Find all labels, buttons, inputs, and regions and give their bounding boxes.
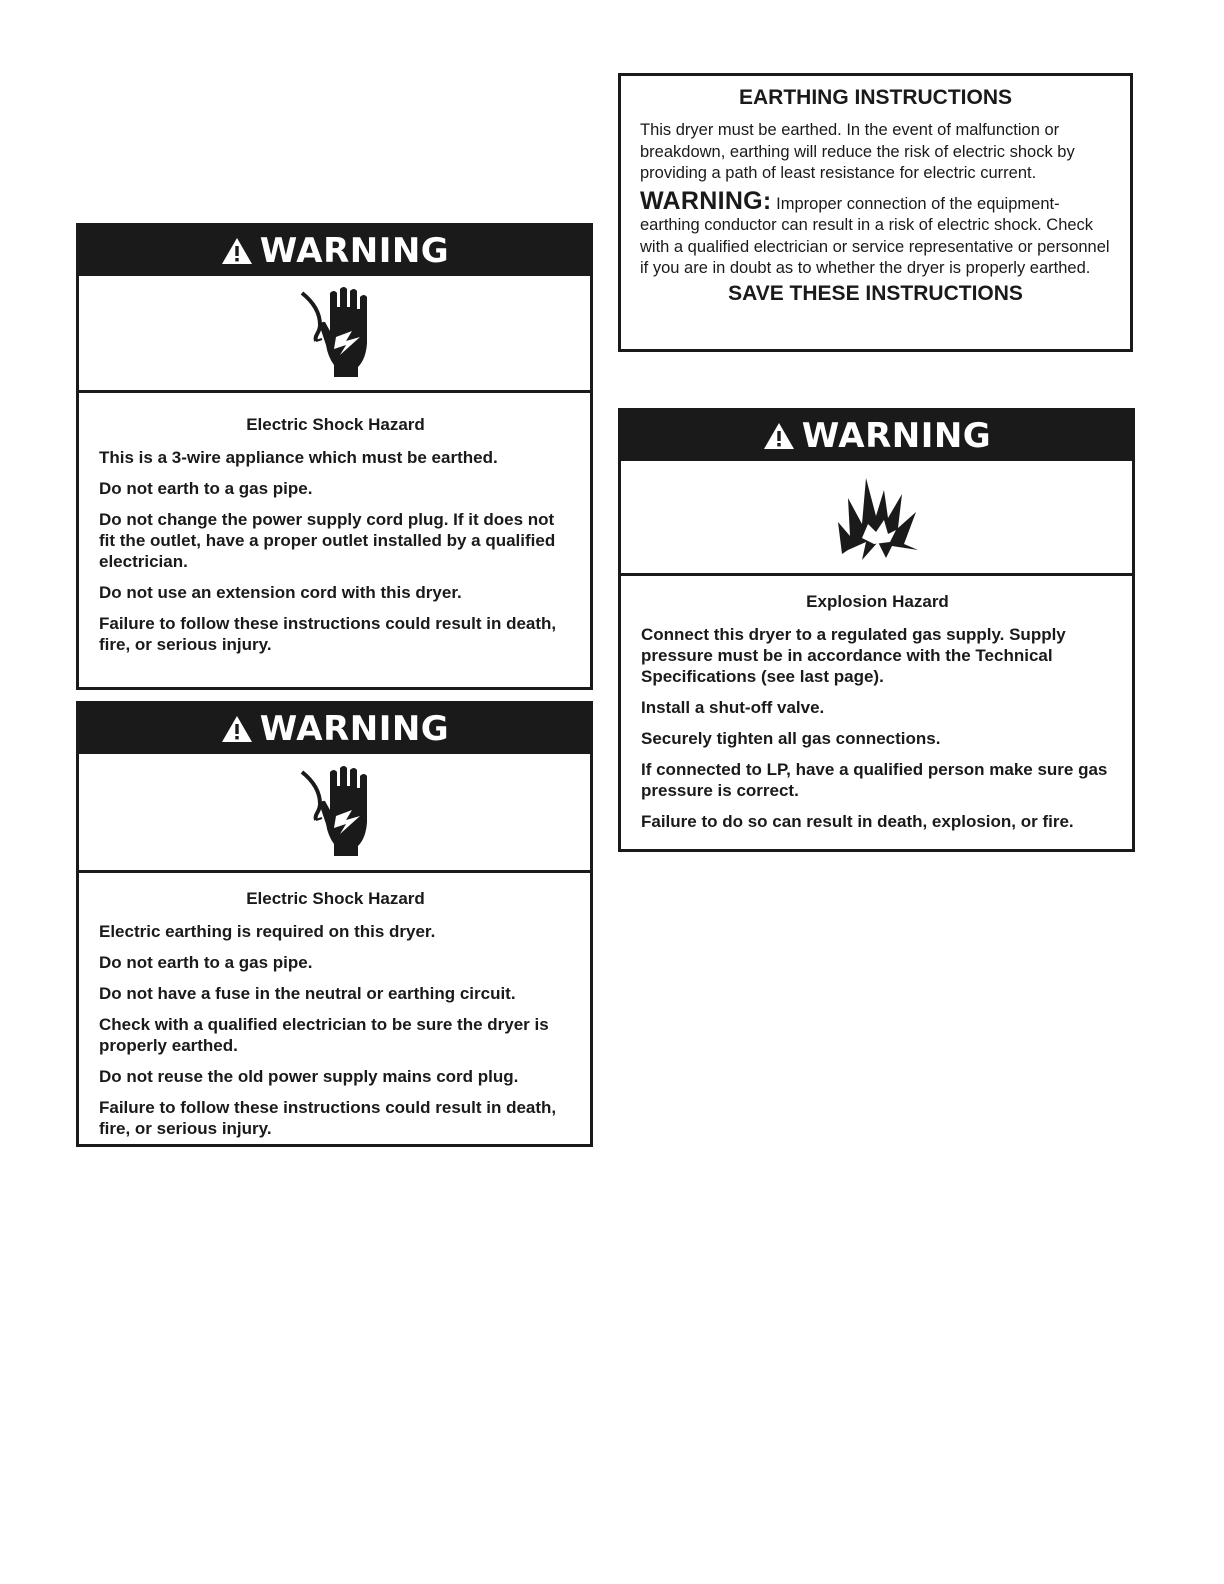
warning-item: This is a 3-wire appliance which must be earthed. [99, 448, 498, 467]
warning-box-explosion [618, 408, 1135, 852]
electric-shock-hand-icon [290, 764, 380, 860]
earthing-warning-text: Improper connection of the equipment-earthing conductor can result in a risk of electric shock. Check with a qualified electrician or service representative or personnel if you are in doubt as to whether the dryer is properly earthed. [640, 194, 1110, 277]
warning-header [621, 411, 1132, 461]
hazard-icon-area [79, 754, 590, 873]
warning-item: Failure to follow these instructions could result in death, fire, or serious injury. [99, 1098, 557, 1138]
warning-item: Do not earth to a gas pipe. [99, 953, 313, 972]
warning-item: Do not earth to a gas pipe. [99, 479, 313, 498]
earthing-warning-word: WARNING: [640, 186, 772, 215]
earthing-instructions-box [618, 73, 1133, 352]
hazard-icon-area [621, 461, 1132, 576]
warning-item: Do not use an extension cord with this dryer. [99, 583, 462, 602]
hazard-title: Electric Shock Hazard [246, 415, 425, 434]
warning-item: Do not reuse the old power supply mains cord plug. [99, 1067, 519, 1086]
warning-item: Securely tighten all gas connections. [641, 729, 941, 748]
hazard-icon-area [79, 276, 590, 393]
warning-triangle-icon [220, 236, 254, 266]
warning-item: Check with a qualified electrician to be sure the dryer is properly earthed. [99, 1015, 549, 1055]
warning-item: Connect this dryer to a regulated gas supply. Supply pressure must be in accordance with the Technical Specifications (see last page). [641, 625, 1066, 686]
warning-header-label: WARNING [259, 231, 450, 271]
earthing-title: EARTHING INSTRUCTIONS [739, 86, 1012, 109]
warning-box-electric-shock-1 [76, 223, 593, 690]
warning-header [79, 226, 590, 276]
warning-item: Electric earthing is required on this dryer. [99, 922, 436, 941]
warning-item: Failure to follow these instructions could result in death, fire, or serious injury. [99, 614, 557, 654]
warning-header-label: WARNING [801, 416, 992, 456]
earthing-warning [621, 186, 1130, 280]
electric-shock-hand-icon [290, 285, 380, 381]
warning-item: Install a shut-off valve. [641, 698, 825, 717]
hazard-title: Explosion Hazard [806, 592, 949, 611]
warning-item: Do not have a fuse in the neutral or earthing circuit. [99, 984, 516, 1003]
hazard-title: Electric Shock Hazard [246, 889, 425, 908]
warning-header [79, 704, 590, 754]
warning-triangle-icon [762, 421, 796, 451]
warning-item: If connected to LP, have a qualified person make sure gas pressure is correct. [641, 760, 1108, 800]
save-instructions: SAVE THESE INSTRUCTIONS [728, 281, 1023, 305]
explosion-icon [832, 472, 922, 562]
earthing-paragraph: This dryer must be earthed. In the event of malfunction or breakdown, earthing will reduce the risk of electric shock by providing a path of least resistance for electric current. [640, 121, 1075, 182]
warning-header-label: WARNING [259, 709, 450, 749]
warning-item: Failure to do so can result in death, explosion, or fire. [641, 812, 1074, 831]
warning-triangle-icon [220, 714, 254, 744]
warning-box-electric-shock-2 [76, 701, 593, 1147]
warning-item: Do not change the power supply cord plug. If it does not fit the outlet, have a proper outlet installed by a qualified electrician. [99, 510, 556, 571]
